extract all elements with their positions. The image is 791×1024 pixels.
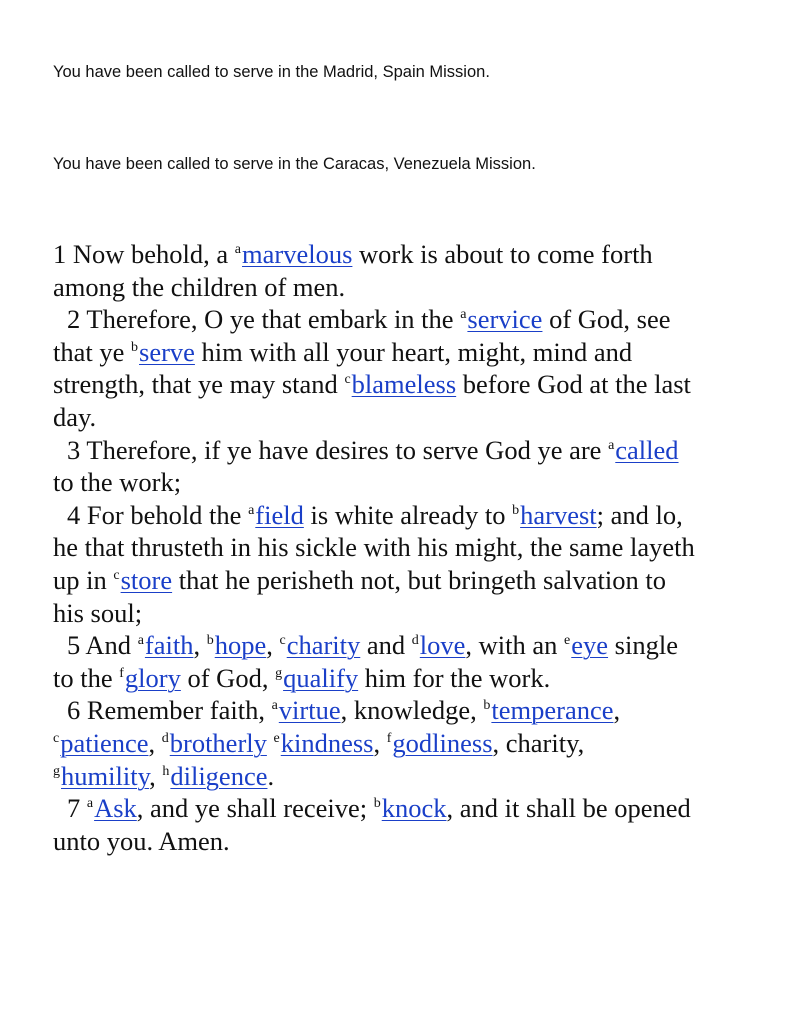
footnote-link-qualify[interactable]: qualify — [283, 662, 359, 693]
footnote-marker: d — [411, 633, 419, 649]
verse-text: him with all your heart, might, mind and — [194, 336, 633, 367]
footnote-marker: g — [53, 763, 60, 779]
footnote-marker: e — [564, 633, 571, 649]
footnote-link-diligence[interactable]: diligence — [170, 760, 268, 791]
footnote-marker: e — [273, 730, 280, 746]
verse-text — [267, 728, 274, 758]
verse-text: unto you. Amen. — [53, 825, 230, 856]
verse-text: strength, that ye may stand — [53, 369, 345, 400]
verse-text: , — [266, 630, 280, 661]
verse-text: , — [373, 727, 387, 758]
footnote-link-patience[interactable]: patience — [60, 727, 149, 758]
verse-text: . — [267, 760, 275, 791]
footnote-marker: d — [161, 730, 169, 746]
footnote-link-service[interactable]: service — [467, 304, 543, 335]
footnote-marker: c — [113, 567, 120, 583]
scripture-line — [53, 629, 773, 662]
verse-text: of God, see — [542, 304, 671, 335]
scripture-line — [53, 694, 773, 727]
footnote-marker: b — [483, 698, 491, 714]
scripture-line — [53, 760, 773, 793]
verse-text: , with an — [465, 630, 565, 661]
verse-text: , — [193, 630, 207, 661]
verse-text: 7 — [67, 793, 87, 824]
scripture-line — [53, 434, 773, 467]
verse-text: his soul; — [53, 597, 143, 628]
footnote-marker: a — [460, 307, 467, 323]
verse-text: 6 Remember faith, — [67, 695, 272, 726]
verse-text: 4 For behold the — [67, 499, 249, 530]
footnote-link-kindness[interactable]: kindness — [280, 727, 374, 758]
footnote-link-love[interactable]: love — [419, 630, 466, 661]
footnote-marker: a — [271, 698, 278, 714]
footnote-marker: a — [234, 242, 242, 257]
verse-text: work is about to come forth — [352, 239, 653, 269]
footnote-link-store[interactable]: store — [120, 564, 173, 595]
footnote-link-glory[interactable]: glory — [124, 662, 181, 693]
footnote-link-brotherly[interactable]: brotherly — [169, 727, 267, 758]
scripture-line — [53, 303, 773, 336]
scripture-line — [53, 531, 773, 564]
footnote-marker: c — [344, 372, 351, 388]
footnote-link-marvelous[interactable]: marvelous — [242, 239, 353, 269]
footnote-marker: a — [248, 502, 255, 518]
verse-text: , knowledge, — [340, 695, 484, 726]
verse-text: , — [613, 695, 621, 726]
scripture-passage — [53, 238, 773, 857]
verse-text: to the — [53, 662, 120, 693]
verse-text: of God, — [180, 662, 276, 693]
verse-text: 5 And — [67, 630, 138, 661]
footnote-link-ask[interactable]: Ask — [94, 793, 137, 824]
verse-text: that ye — [53, 336, 131, 367]
scripture-line — [53, 336, 773, 369]
verse-text: 2 Therefore, O ye that embark in the — [67, 304, 461, 335]
footnote-marker: a — [608, 437, 615, 453]
verse-text: day. — [53, 401, 97, 432]
footnote-marker: c — [279, 633, 286, 649]
footnote-link-serve[interactable]: serve — [139, 336, 195, 367]
verse-text: is white already to — [303, 499, 513, 530]
footnote-marker: h — [162, 763, 170, 779]
verse-text: , and ye shall receive; — [136, 793, 374, 824]
footnote-link-eye[interactable]: eye — [571, 630, 609, 661]
footnote-link-temperance[interactable]: temperance — [491, 695, 614, 726]
verse-text: , — [149, 760, 163, 791]
scripture-line — [53, 401, 773, 434]
footnote-marker: b — [206, 633, 214, 649]
mission-call-madrid: You have been called to serve in the Madrid, Spain Mission. — [53, 63, 490, 81]
verse-text: single — [608, 630, 678, 661]
footnote-marker: c — [53, 730, 60, 746]
footnote-marker: b — [373, 796, 381, 812]
scripture-line — [53, 792, 773, 825]
scripture-line — [53, 499, 773, 532]
scripture-line — [53, 271, 773, 304]
footnote-link-faith[interactable]: faith — [144, 630, 194, 661]
footnote-marker: b — [131, 339, 138, 355]
footnote-link-field[interactable]: field — [255, 499, 304, 530]
scripture-line — [53, 368, 773, 401]
verse-text: ; and lo, — [596, 499, 683, 530]
footnote-marker: a — [137, 633, 144, 649]
verse-text: among the children of men. — [53, 271, 346, 302]
footnote-marker: f — [386, 730, 392, 746]
scripture-line — [53, 238, 773, 271]
verse-text: him for the work. — [358, 662, 551, 693]
verse-text: , charity, — [492, 727, 585, 758]
verse-text: , and it shall be opened — [446, 793, 691, 824]
scripture-line — [53, 597, 773, 630]
verse-text: before God at the last — [456, 369, 691, 400]
verse-text: that he perisheth not, but bringeth salvation to — [172, 564, 666, 595]
verse-text: he that thrusteth in his sickle with his might, the same layeth — [53, 532, 695, 563]
footnote-link-knock[interactable]: knock — [381, 793, 447, 824]
footnote-link-charity[interactable]: charity — [286, 630, 361, 661]
footnote-link-godliness[interactable]: godliness — [392, 727, 493, 758]
mission-call-caracas: You have been called to serve in the Caracas, Venezuela Mission. — [53, 155, 536, 173]
verse-text: and — [360, 630, 412, 661]
verse-text: , — [148, 727, 162, 758]
scripture-line — [53, 466, 773, 499]
verse-text: up in — [53, 564, 114, 595]
footnote-link-hope[interactable]: hope — [214, 630, 267, 661]
footnote-link-harvest[interactable]: harvest — [520, 499, 597, 530]
footnote-marker: b — [512, 502, 520, 518]
footnote-link-called[interactable]: called — [615, 434, 679, 465]
scripture-line — [53, 662, 773, 695]
scripture-line — [53, 825, 773, 858]
footnote-link-virtue[interactable]: virtue — [278, 695, 341, 726]
verse-text: to the work; — [53, 467, 182, 498]
footnote-marker: g — [275, 665, 283, 681]
scripture-line — [53, 564, 773, 597]
footnote-link-humility[interactable]: humility — [61, 760, 150, 791]
footnote-link-blameless[interactable]: blameless — [351, 369, 457, 400]
footnote-marker: f — [119, 665, 124, 681]
verse-text: 1 Now behold, a — [53, 239, 235, 269]
scripture-line — [53, 727, 773, 760]
footnote-marker: a — [86, 796, 94, 812]
verse-text: 3 Therefore, if ye have desires to serve God ye are — [67, 434, 609, 465]
